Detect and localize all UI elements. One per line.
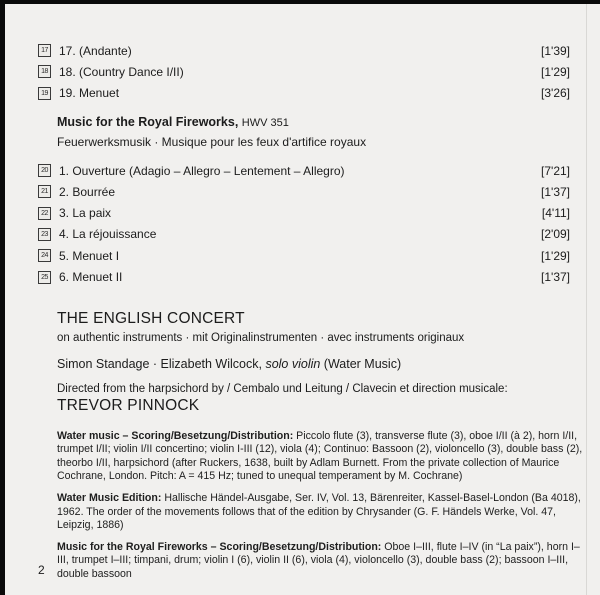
note-text: Piccolo flute (3), transverse flute (3), oboe I/II (à 2), horn I/II, trumpet I/II; violin I/II concertino; violin I-III (12), viola (4); Continuo: Bassoon (2), violoncello (3), double bass (2), theorbo I/II, harpsichord (after Ruckers, 1638, built by Adlam Burnett. From the private collection of Maurice Cochrane, London. Pitch: A = 415 Hz; tuned to unequal temperament by M. Cochrane)	[57, 429, 583, 483]
soloist-role: solo violin	[265, 356, 321, 371]
booklet-page	[5, 4, 600, 595]
note-water-scoring	[57, 430, 589, 484]
note-text: Oboe I–III, flute I–IV (in “La paix”), horn I–III, trumpet I–III; timpani, drum; violin I (6), violin II (6), viola (4), violoncello (3), double bass (2); bassoon I–III, double bassoon	[57, 540, 580, 581]
track-number-icon: 24	[38, 249, 51, 262]
track-title: 1. Ouverture (Adagio – Allegro – Lentement – Allegro)	[59, 163, 345, 178]
soloists-line	[38, 357, 570, 371]
track-row	[38, 40, 570, 61]
work-title-main: Music for the Royal Fireworks,	[57, 114, 239, 129]
director-credit-line: Directed from the harpsichord by / Cembalo und Leitung / Clavecin et direction musicale:	[57, 382, 508, 395]
note-text: Hallische Händel-Ausgabe, Ser. IV, Vol. 13, Bärenreiter, Kassel-Basel-London (Ba 4018), 1962. The order of the movements follows that of the edition by Chrysander (G. F. Händels Werke, Vol. 47, Leipzig, 1886)	[57, 492, 581, 532]
track-row	[38, 83, 570, 104]
track-row	[38, 266, 570, 287]
ensemble-note: on authentic instruments · mit Originalinstrumenten · avec instruments originaux	[57, 331, 465, 344]
track-number-icon: 19	[38, 87, 51, 100]
page-number: 2	[38, 563, 45, 577]
track-duration: [1'29]	[541, 64, 570, 79]
track-duration: [1'39]	[541, 43, 570, 58]
note-fireworks-scoring	[57, 541, 589, 582]
track-row	[38, 61, 570, 82]
track-number-icon: 21	[38, 185, 51, 198]
track-number-icon: 17	[38, 44, 51, 57]
track-title: 17. (Andante)	[59, 43, 132, 58]
track-number-icon: 20	[38, 164, 51, 177]
track-title: 3. La paix	[59, 206, 112, 221]
track-title: 6. Menuet II	[59, 270, 123, 285]
track-duration: [2'09]	[541, 227, 570, 242]
track-title: 18. (Country Dance I/II)	[59, 64, 184, 79]
track-duration: [1'37]	[541, 270, 570, 285]
track-number-icon: 22	[38, 207, 51, 220]
note-lead: Music for the Royal Fireworks – Scoring/Besetzung/Distribution:	[57, 540, 382, 553]
scoring-notes	[38, 430, 589, 582]
note-edition	[57, 492, 589, 533]
work-subtitle: Feuerwerksmusik · Musique pour les feux d'artifice royaux	[57, 134, 367, 149]
work-catalog-number: HWV 351	[241, 116, 289, 129]
track-title: 2. Bourrée	[59, 184, 116, 199]
note-lead: Water music – Scoring/Besetzung/Distribution:	[57, 429, 294, 442]
track-title: 5. Menuet I	[59, 248, 120, 263]
track-row	[38, 202, 570, 223]
director-name: TREVOR PINNOCK	[57, 396, 200, 414]
page-content	[5, 4, 600, 595]
track-number-icon: 25	[38, 271, 51, 284]
work-title	[38, 115, 570, 129]
track-number-icon: 23	[38, 228, 51, 241]
soloist-work-note: (Water Music)	[320, 356, 402, 371]
track-duration: [7'21]	[541, 163, 570, 178]
track-row	[38, 245, 570, 266]
soloist-names: Simon Standage · Elizabeth Wilcock,	[57, 356, 266, 371]
ensemble-name: THE ENGLISH CONCERT	[57, 309, 245, 327]
note-lead: Water Music Edition:	[57, 492, 162, 505]
track-row	[38, 224, 570, 245]
track-row	[38, 181, 570, 202]
track-duration: [4'11]	[541, 206, 570, 221]
track-duration: [3'26]	[541, 86, 570, 101]
track-duration: [1'37]	[541, 184, 570, 199]
track-number-icon: 18	[38, 65, 51, 78]
track-title: 4. La réjouissance	[59, 227, 157, 242]
track-title: 19. Menuet	[59, 86, 120, 101]
track-row	[38, 160, 570, 181]
track-duration: [1'29]	[541, 248, 570, 263]
